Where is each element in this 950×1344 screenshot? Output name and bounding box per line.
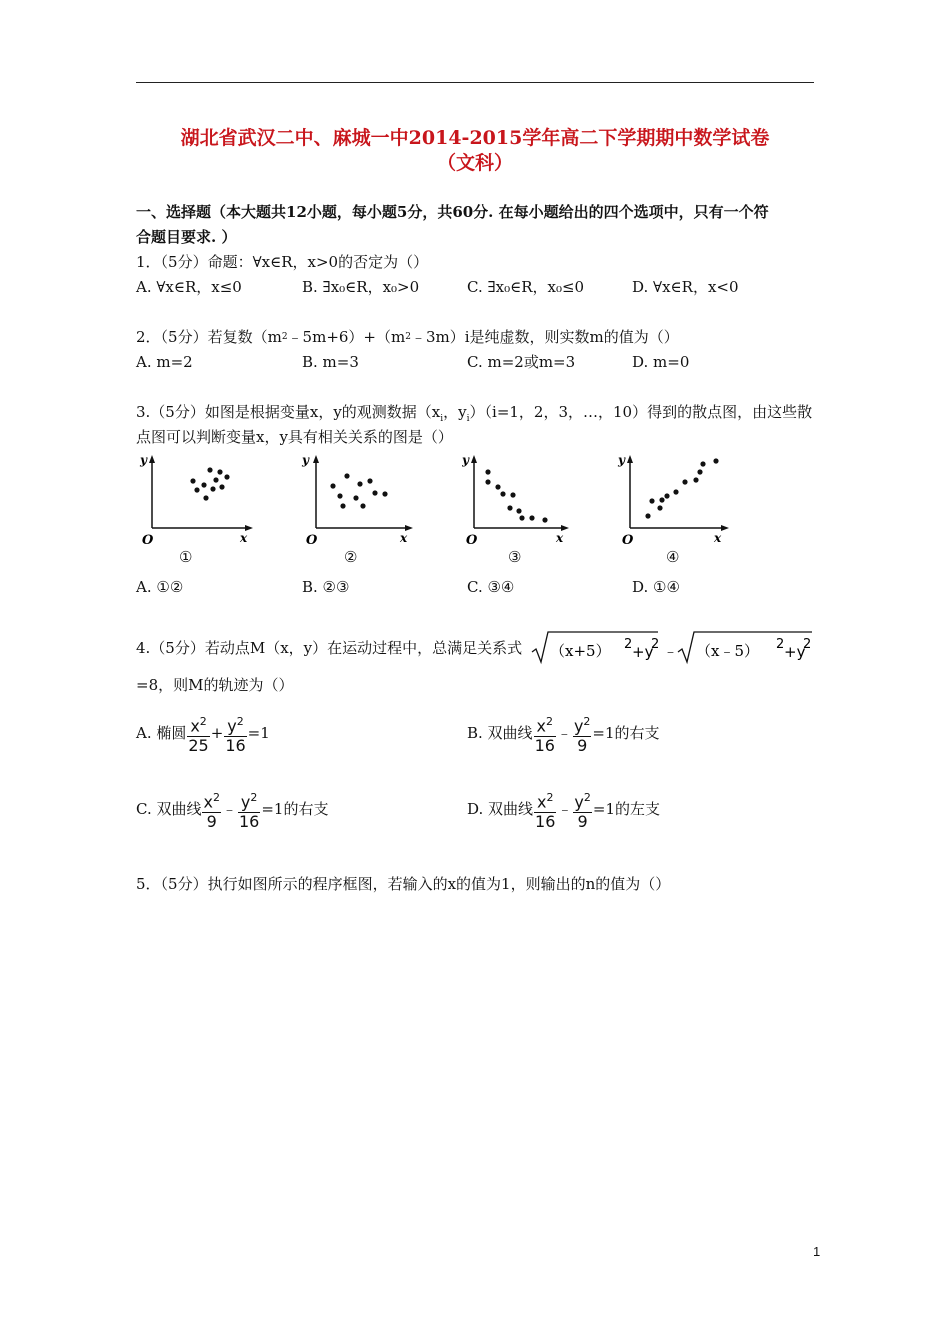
q4-option-c: C. 双曲线 $\frac{x^2}{9}$ ﹣ $\frac{y^2}{16}$ =1的右支: [136, 791, 329, 831]
q1-option-a: A. ∀x∈R，x≤0: [136, 278, 242, 296]
page-number: 1: [813, 1244, 821, 1259]
x-axis-label: x: [240, 531, 248, 545]
q3-option-d: D. ①④: [632, 578, 680, 596]
scatter-plot-1: [136, 450, 266, 550]
q4-stem: 4.（5分）若动点M（x，y）在运动过程中，总满足关系式: [136, 639, 523, 657]
origin-label: O: [622, 533, 634, 548]
svg-text:2: 2: [624, 637, 633, 652]
q3-stem: 3.（5分）如图是根据变量x，y的观测数据（$x_i$，$y_i)(i=1$，2，3，…，10）得到的散点图，由这些散: [136, 403, 813, 424]
svg-text:2: 2: [803, 637, 812, 652]
q1-option-d: D. ∀x∈R，x<0: [632, 278, 739, 296]
scatter-plot-2: [300, 450, 430, 550]
q5-stem: 5．（5分）执行如图所示的程序框图，若输入的x的值为1，则输出的n的值为（）: [136, 875, 671, 893]
y-axis-label: y: [618, 453, 625, 467]
q4-stem-cont: =8，则M的轨迹为（）: [136, 676, 294, 694]
q1-option-b: B. ∃x₀∈R，x₀>0: [302, 278, 420, 296]
page-title: 湖北省武汉二中、麻城一中2014-2015学年高二下学期期中数学试卷: [180, 127, 770, 149]
svg-text:2: 2: [651, 637, 660, 652]
q3-option-c: C. ③④: [467, 578, 515, 596]
svg-text:（x+5）: （x+5）: [550, 642, 611, 660]
plot-caption-2: ②: [344, 548, 358, 566]
q3-option-a: A. ①②: [136, 578, 184, 596]
origin-label: O: [306, 533, 318, 548]
y-axis-label: y: [140, 453, 147, 467]
svg-text:+y: +y: [784, 643, 806, 661]
scatter-plot-4: [616, 450, 746, 550]
svg-text:+y: +y: [632, 643, 654, 661]
plot-caption-1: ①: [179, 548, 193, 566]
origin-label: O: [142, 533, 154, 548]
y-axis-label: y: [302, 453, 309, 467]
radical-expression: [530, 628, 816, 668]
q2-option-a: A. m=2: [136, 353, 193, 371]
section-heading-cont: 合题目要求. ）: [136, 228, 237, 246]
section-heading: 一、选择题（本大题共12小题，每小题5分，共60分. 在每小题给出的四个选项中，只有一个符: [136, 203, 769, 221]
svg-text:﹣: ﹣: [663, 642, 679, 660]
q1-stem: 1．（5分）命题：∀x∈R，x>0的否定为（）: [136, 253, 429, 271]
q4-option-b: B. 双曲线 $\frac{x^2}{16}$ ﹣ $\frac{y^2}{9}$ =1的右支: [467, 715, 660, 755]
x-axis-label: x: [400, 531, 408, 545]
origin-label: O: [466, 533, 478, 548]
q3-option-b: B. ②③: [302, 578, 350, 596]
svg-text:（x﹣5）: （x﹣5）: [696, 642, 760, 660]
q4-option-d: D. 双曲线 $\frac{x^2}{16}$ ﹣ $\frac{y^2}{9}$ =1的左支: [467, 791, 660, 831]
page-subtitle: （文科）: [436, 152, 513, 174]
x-axis-label: x: [714, 531, 722, 545]
q2-option-d: D. m=0: [632, 353, 690, 371]
x-axis-label: x: [556, 531, 564, 545]
scatter-plot-3: [462, 450, 592, 550]
q2-stem: 2．（5分）若复数$(m^2﹣5m+6)+(m^2﹣3m)i$是纯虚数，则实数m的值为（）: [136, 328, 679, 346]
q1-option-c: C. ∃x₀∈R，x₀≤0: [467, 278, 585, 296]
plot-caption-3: ③: [508, 548, 522, 566]
q3-stem-cont: 点图可以判断变量x，y具有相关关系的图是（）: [136, 428, 453, 446]
svg-text:2: 2: [776, 637, 785, 652]
q2-option-b: B. m=3: [302, 353, 359, 371]
header-rule: [136, 82, 814, 83]
q2-option-c: C. m=2或m=3: [467, 353, 576, 371]
q4-option-a: A. 椭圆 $\frac{x^2}{25}$ + $\frac{y^2}{16}$ =1: [136, 715, 270, 755]
y-axis-label: y: [462, 453, 469, 467]
plot-caption-4: ④: [666, 548, 680, 566]
